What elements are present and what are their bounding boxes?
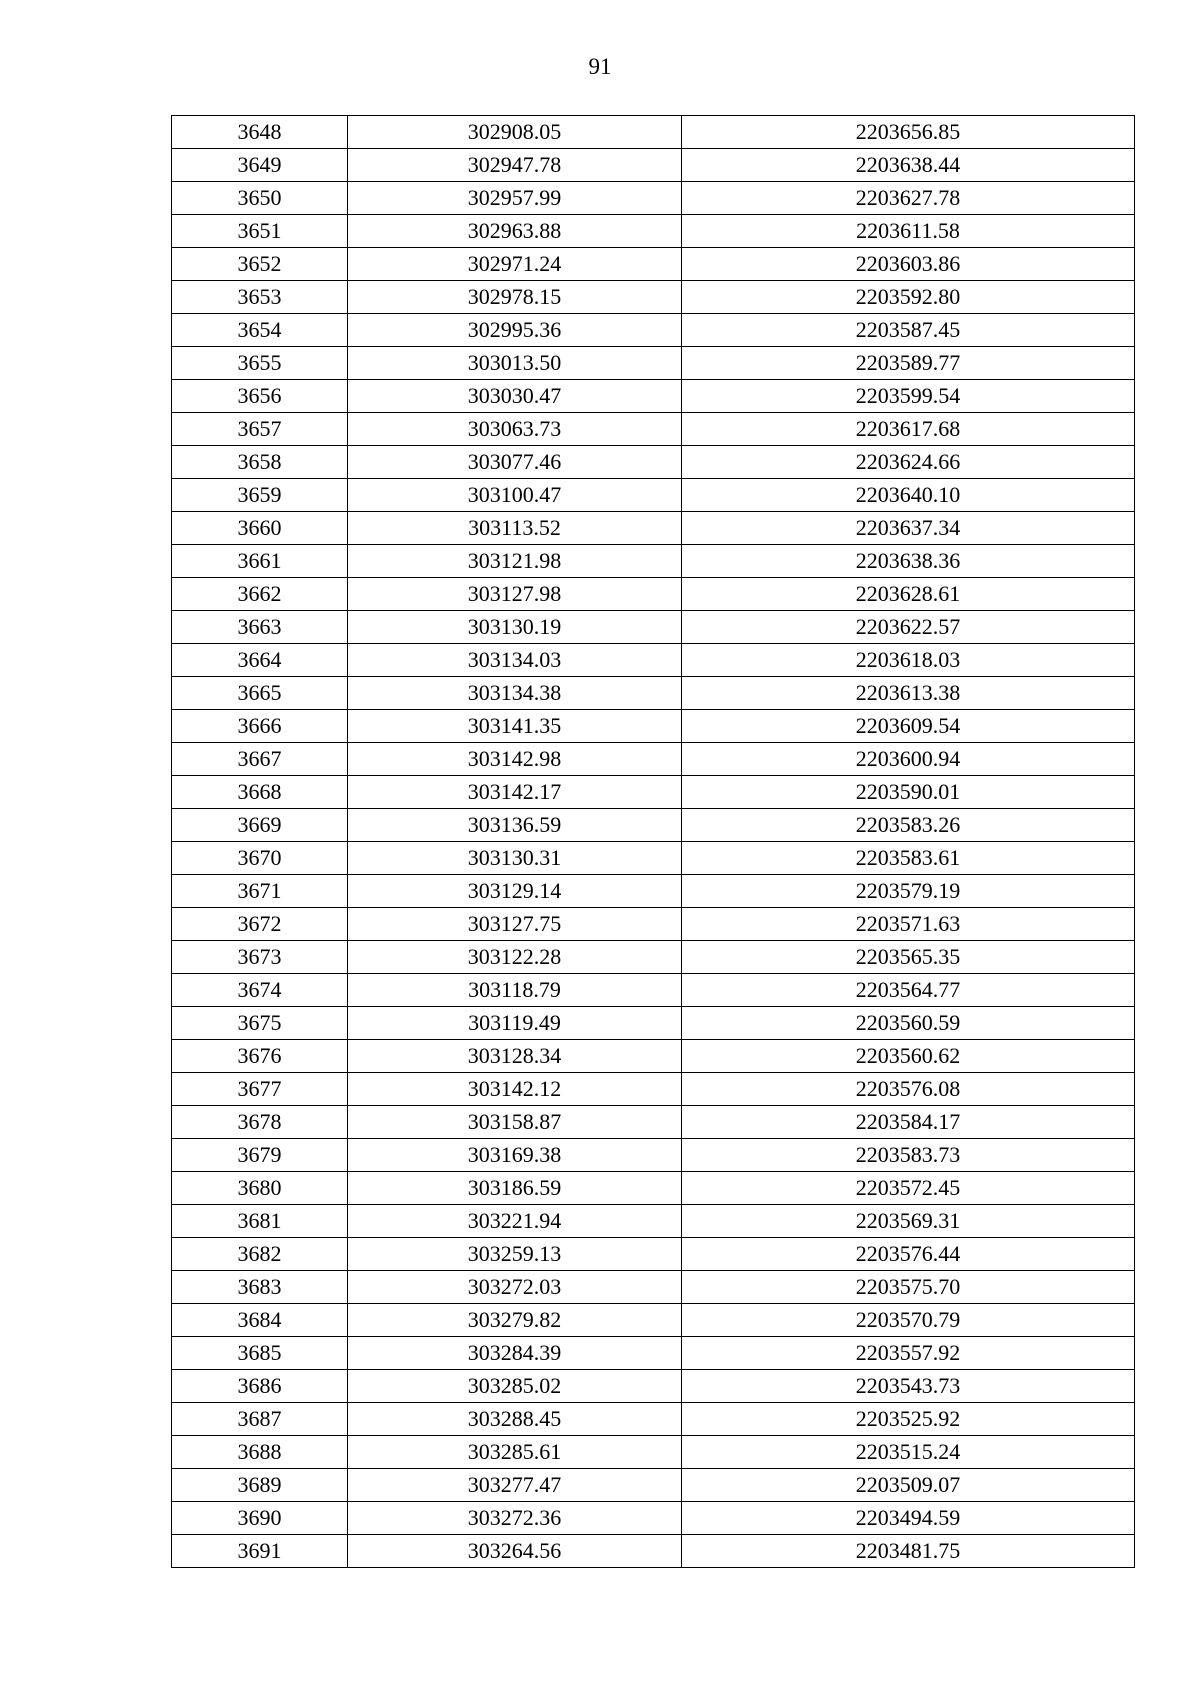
y-coordinate-cell: 2203584.17 (682, 1106, 1135, 1139)
table-row (172, 710, 1135, 743)
table-row (172, 1139, 1135, 1172)
table-row (172, 974, 1135, 1007)
point-number-cell: 3657 (172, 413, 348, 446)
table-row (172, 875, 1135, 908)
point-number-cell: 3650 (172, 182, 348, 215)
point-number-cell: 3682 (172, 1238, 348, 1271)
table-row (172, 677, 1135, 710)
point-number-cell: 3683 (172, 1271, 348, 1304)
x-coordinate-cell: 303063.73 (348, 413, 682, 446)
point-number-cell: 3670 (172, 842, 348, 875)
y-coordinate-cell: 2203617.68 (682, 413, 1135, 446)
x-coordinate-cell: 303136.59 (348, 809, 682, 842)
table-row (172, 1073, 1135, 1106)
table-row (172, 1106, 1135, 1139)
point-number-cell: 3666 (172, 710, 348, 743)
x-coordinate-cell: 303141.35 (348, 710, 682, 743)
x-coordinate-cell: 303169.38 (348, 1139, 682, 1172)
y-coordinate-cell: 2203599.54 (682, 380, 1135, 413)
y-coordinate-cell: 2203590.01 (682, 776, 1135, 809)
table-row (172, 644, 1135, 677)
point-number-cell: 3667 (172, 743, 348, 776)
x-coordinate-cell: 303130.19 (348, 611, 682, 644)
x-coordinate-cell: 302963.88 (348, 215, 682, 248)
x-coordinate-cell: 303100.47 (348, 479, 682, 512)
table-row (172, 545, 1135, 578)
x-coordinate-cell: 302908.05 (348, 116, 682, 149)
x-coordinate-cell: 303285.02 (348, 1370, 682, 1403)
table-row (172, 116, 1135, 149)
point-number-cell: 3668 (172, 776, 348, 809)
point-number-cell: 3662 (172, 578, 348, 611)
table-row (172, 149, 1135, 182)
y-coordinate-cell: 2203622.57 (682, 611, 1135, 644)
point-number-cell: 3649 (172, 149, 348, 182)
point-number-cell: 3685 (172, 1337, 348, 1370)
y-coordinate-cell: 2203525.92 (682, 1403, 1135, 1436)
y-coordinate-cell: 2203494.59 (682, 1502, 1135, 1535)
table-row (172, 1304, 1135, 1337)
y-coordinate-cell: 2203611.58 (682, 215, 1135, 248)
x-coordinate-cell: 303030.47 (348, 380, 682, 413)
point-number-cell: 3653 (172, 281, 348, 314)
table-row (172, 512, 1135, 545)
point-number-cell: 3677 (172, 1073, 348, 1106)
y-coordinate-cell: 2203589.77 (682, 347, 1135, 380)
y-coordinate-cell: 2203638.36 (682, 545, 1135, 578)
y-coordinate-cell: 2203583.73 (682, 1139, 1135, 1172)
x-coordinate-cell: 303142.98 (348, 743, 682, 776)
table-row (172, 1370, 1135, 1403)
point-number-cell: 3687 (172, 1403, 348, 1436)
point-number-cell: 3669 (172, 809, 348, 842)
x-coordinate-cell: 303277.47 (348, 1469, 682, 1502)
x-coordinate-cell: 303013.50 (348, 347, 682, 380)
y-coordinate-cell: 2203572.45 (682, 1172, 1135, 1205)
y-coordinate-cell: 2203571.63 (682, 908, 1135, 941)
table-row (172, 446, 1135, 479)
x-coordinate-cell: 303158.87 (348, 1106, 682, 1139)
x-coordinate-cell: 303259.13 (348, 1238, 682, 1271)
point-number-cell: 3686 (172, 1370, 348, 1403)
y-coordinate-cell: 2203624.66 (682, 446, 1135, 479)
point-number-cell: 3688 (172, 1436, 348, 1469)
table-row (172, 1205, 1135, 1238)
x-coordinate-cell: 303127.75 (348, 908, 682, 941)
y-coordinate-cell: 2203560.62 (682, 1040, 1135, 1073)
point-number-cell: 3676 (172, 1040, 348, 1073)
x-coordinate-cell: 303264.56 (348, 1535, 682, 1568)
point-number-cell: 3690 (172, 1502, 348, 1535)
coordinates-table (171, 115, 1135, 1568)
y-coordinate-cell: 2203583.61 (682, 842, 1135, 875)
y-coordinate-cell: 2203640.10 (682, 479, 1135, 512)
point-number-cell: 3658 (172, 446, 348, 479)
x-coordinate-cell: 303121.98 (348, 545, 682, 578)
x-coordinate-cell: 303186.59 (348, 1172, 682, 1205)
y-coordinate-cell: 2203603.86 (682, 248, 1135, 281)
y-coordinate-cell: 2203565.35 (682, 941, 1135, 974)
y-coordinate-cell: 2203515.24 (682, 1436, 1135, 1469)
y-coordinate-cell: 2203638.44 (682, 149, 1135, 182)
y-coordinate-cell: 2203557.92 (682, 1337, 1135, 1370)
point-number-cell: 3681 (172, 1205, 348, 1238)
table-row (172, 1403, 1135, 1436)
x-coordinate-cell: 302971.24 (348, 248, 682, 281)
table-row (172, 248, 1135, 281)
table-row (172, 380, 1135, 413)
y-coordinate-cell: 2203587.45 (682, 314, 1135, 347)
table-row (172, 842, 1135, 875)
point-number-cell: 3679 (172, 1139, 348, 1172)
point-number-cell: 3665 (172, 677, 348, 710)
y-coordinate-cell: 2203583.26 (682, 809, 1135, 842)
x-coordinate-cell: 303134.38 (348, 677, 682, 710)
table-row (172, 578, 1135, 611)
table-row (172, 809, 1135, 842)
table-row (172, 1238, 1135, 1271)
coordinates-table-body (172, 116, 1135, 1568)
point-number-cell: 3660 (172, 512, 348, 545)
y-coordinate-cell: 2203570.79 (682, 1304, 1135, 1337)
point-number-cell: 3648 (172, 116, 348, 149)
y-coordinate-cell: 2203656.85 (682, 116, 1135, 149)
point-number-cell: 3673 (172, 941, 348, 974)
table-row (172, 1172, 1135, 1205)
point-number-cell: 3684 (172, 1304, 348, 1337)
x-coordinate-cell: 303113.52 (348, 512, 682, 545)
x-coordinate-cell: 303142.17 (348, 776, 682, 809)
x-coordinate-cell: 303272.36 (348, 1502, 682, 1535)
y-coordinate-cell: 2203600.94 (682, 743, 1135, 776)
table-row (172, 611, 1135, 644)
y-coordinate-cell: 2203575.70 (682, 1271, 1135, 1304)
x-coordinate-cell: 303288.45 (348, 1403, 682, 1436)
point-number-cell: 3672 (172, 908, 348, 941)
table-row (172, 908, 1135, 941)
point-number-cell: 3664 (172, 644, 348, 677)
x-coordinate-cell: 303077.46 (348, 446, 682, 479)
table-row (172, 182, 1135, 215)
table-row (172, 215, 1135, 248)
point-number-cell: 3656 (172, 380, 348, 413)
y-coordinate-cell: 2203609.54 (682, 710, 1135, 743)
point-number-cell: 3674 (172, 974, 348, 1007)
y-coordinate-cell: 2203564.77 (682, 974, 1135, 1007)
y-coordinate-cell: 2203481.75 (682, 1535, 1135, 1568)
point-number-cell: 3651 (172, 215, 348, 248)
y-coordinate-cell: 2203509.07 (682, 1469, 1135, 1502)
point-number-cell: 3680 (172, 1172, 348, 1205)
point-number-cell: 3655 (172, 347, 348, 380)
y-coordinate-cell: 2203637.34 (682, 512, 1135, 545)
table-row (172, 1007, 1135, 1040)
point-number-cell: 3675 (172, 1007, 348, 1040)
x-coordinate-cell: 303118.79 (348, 974, 682, 1007)
table-row (172, 1502, 1135, 1535)
y-coordinate-cell: 2203627.78 (682, 182, 1135, 215)
point-number-cell: 3654 (172, 314, 348, 347)
x-coordinate-cell: 302947.78 (348, 149, 682, 182)
point-number-cell: 3691 (172, 1535, 348, 1568)
x-coordinate-cell: 303122.28 (348, 941, 682, 974)
table-row (172, 941, 1135, 974)
x-coordinate-cell: 303272.03 (348, 1271, 682, 1304)
x-coordinate-cell: 303134.03 (348, 644, 682, 677)
y-coordinate-cell: 2203576.08 (682, 1073, 1135, 1106)
table-row (172, 1535, 1135, 1568)
x-coordinate-cell: 302978.15 (348, 281, 682, 314)
y-coordinate-cell: 2203592.80 (682, 281, 1135, 314)
table-row (172, 413, 1135, 446)
x-coordinate-cell: 303119.49 (348, 1007, 682, 1040)
y-coordinate-cell: 2203628.61 (682, 578, 1135, 611)
table-row (172, 776, 1135, 809)
y-coordinate-cell: 2203613.38 (682, 677, 1135, 710)
y-coordinate-cell: 2203560.59 (682, 1007, 1135, 1040)
point-number-cell: 3663 (172, 611, 348, 644)
x-coordinate-cell: 303285.61 (348, 1436, 682, 1469)
x-coordinate-cell: 303221.94 (348, 1205, 682, 1238)
y-coordinate-cell: 2203579.19 (682, 875, 1135, 908)
table-row (172, 1469, 1135, 1502)
y-coordinate-cell: 2203576.44 (682, 1238, 1135, 1271)
point-number-cell: 3661 (172, 545, 348, 578)
table-row (172, 314, 1135, 347)
point-number-cell: 3671 (172, 875, 348, 908)
table-row (172, 281, 1135, 314)
page-number: 91 (588, 54, 612, 79)
point-number-cell: 3652 (172, 248, 348, 281)
y-coordinate-cell: 2203618.03 (682, 644, 1135, 677)
table-row (172, 1040, 1135, 1073)
x-coordinate-cell: 303129.14 (348, 875, 682, 908)
y-coordinate-cell: 2203569.31 (682, 1205, 1135, 1238)
point-number-cell: 3689 (172, 1469, 348, 1502)
x-coordinate-cell: 303128.34 (348, 1040, 682, 1073)
table-row (172, 743, 1135, 776)
x-coordinate-cell: 302957.99 (348, 182, 682, 215)
table-row (172, 1271, 1135, 1304)
table-row (172, 1337, 1135, 1370)
x-coordinate-cell: 303284.39 (348, 1337, 682, 1370)
x-coordinate-cell: 303130.31 (348, 842, 682, 875)
y-coordinate-cell: 2203543.73 (682, 1370, 1135, 1403)
point-number-cell: 3659 (172, 479, 348, 512)
point-number-cell: 3678 (172, 1106, 348, 1139)
x-coordinate-cell: 303127.98 (348, 578, 682, 611)
x-coordinate-cell: 303142.12 (348, 1073, 682, 1106)
x-coordinate-cell: 303279.82 (348, 1304, 682, 1337)
table-row (172, 347, 1135, 380)
table-row (172, 1436, 1135, 1469)
table-row (172, 479, 1135, 512)
x-coordinate-cell: 302995.36 (348, 314, 682, 347)
